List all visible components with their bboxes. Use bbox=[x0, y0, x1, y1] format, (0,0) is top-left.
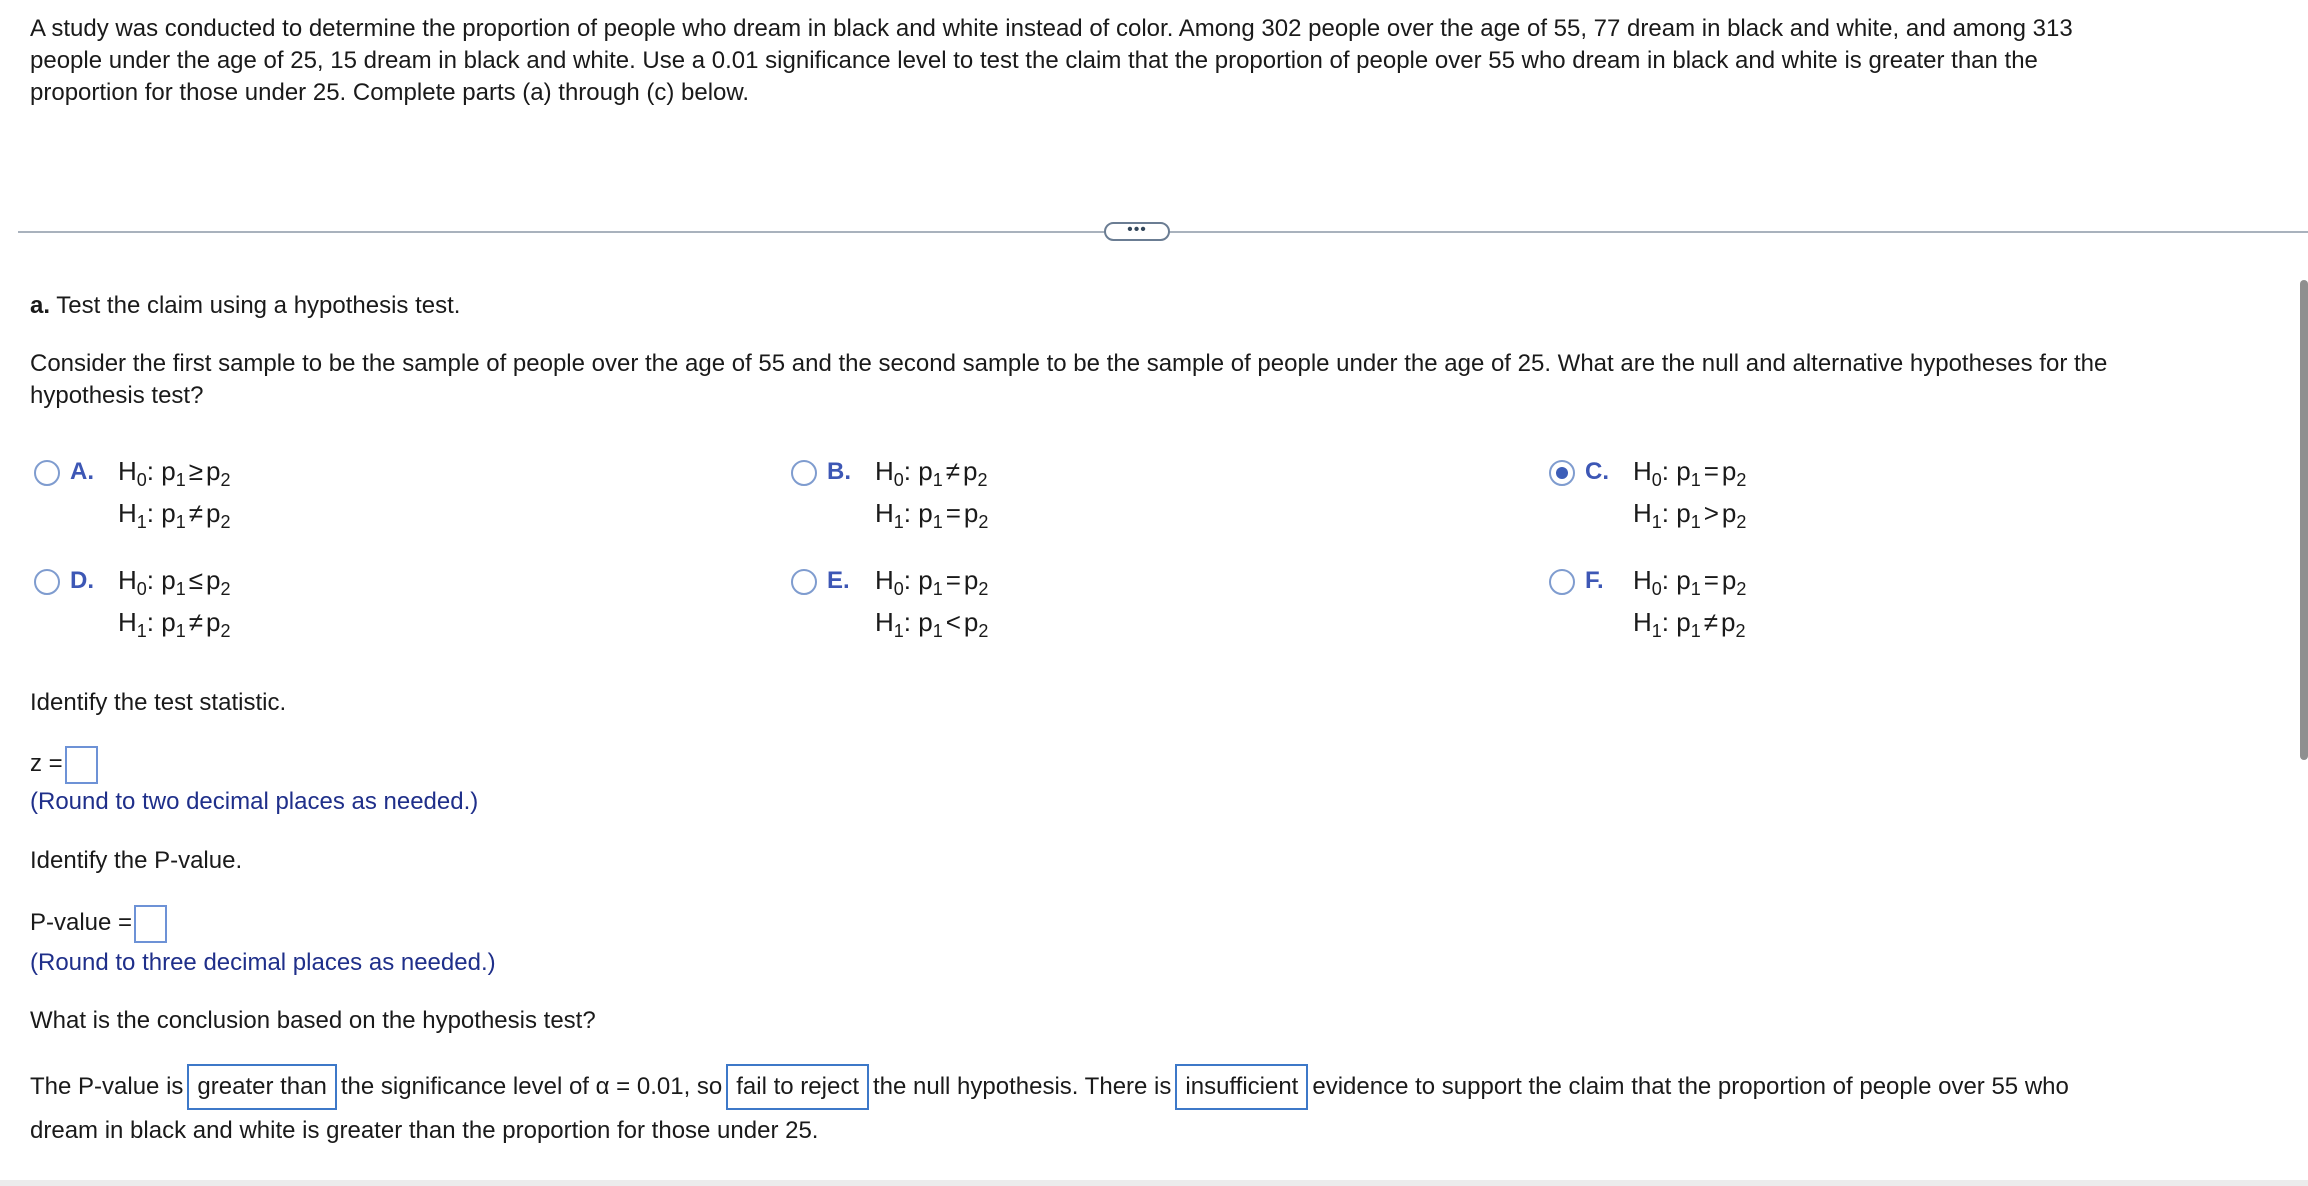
null-hypothesis bbox=[1633, 565, 1747, 599]
alternative-hypothesis bbox=[118, 607, 231, 641]
p2-symbol: p bbox=[1721, 456, 1737, 486]
null-hypothesis bbox=[875, 456, 988, 490]
p2-symbol: p bbox=[206, 456, 221, 486]
h-subscript: 0 bbox=[1651, 470, 1662, 490]
relation-symbol: = bbox=[1703, 565, 1719, 595]
p1-subscript: 1 bbox=[175, 470, 186, 490]
h-subscript: 0 bbox=[136, 470, 147, 490]
conclusion-part-4: evidence to support the claim that the proportion of people over 55 who bbox=[1312, 1073, 2069, 1100]
part-a-title: Test the claim using a hypothesis test. bbox=[50, 292, 461, 319]
option-letter: B. bbox=[827, 458, 851, 485]
p2-subscript: 2 bbox=[1736, 579, 1747, 599]
option-letter: F. bbox=[1585, 567, 1604, 594]
h-symbol: H bbox=[118, 565, 137, 595]
p1-symbol: : p bbox=[1661, 565, 1691, 595]
null-hypothesis bbox=[118, 565, 231, 599]
p1-subscript: 1 bbox=[932, 512, 943, 532]
p1-subscript: 1 bbox=[932, 621, 943, 641]
alternative-hypothesis bbox=[875, 498, 989, 532]
p1-subscript: 1 bbox=[932, 579, 943, 599]
problem-line-2: people under the age of 25, 15 dream in black and white. Use a 0.01 significance level to test the claim that the proportion of people over 55 who dream in black and white is greater than the bbox=[30, 47, 2038, 74]
null-hypothesis bbox=[875, 565, 989, 599]
h-subscript: 1 bbox=[136, 621, 147, 641]
p-value-prompt: Identify the P-value. bbox=[30, 847, 243, 874]
h-subscript: 0 bbox=[136, 579, 147, 599]
alternative-hypothesis bbox=[118, 498, 231, 532]
h-symbol: H bbox=[875, 565, 894, 595]
p2-subscript: 2 bbox=[220, 621, 231, 641]
h-symbol: H bbox=[1633, 498, 1652, 528]
p1-subscript: 1 bbox=[1690, 512, 1701, 532]
p1-symbol: : p bbox=[903, 456, 933, 486]
p1-symbol: : p bbox=[1661, 498, 1691, 528]
relation-symbol: = bbox=[945, 498, 961, 528]
h-subscript: 1 bbox=[136, 512, 147, 532]
p1-subscript: 1 bbox=[1690, 621, 1701, 641]
p1-symbol: : p bbox=[146, 565, 176, 595]
p1-symbol: : p bbox=[146, 498, 176, 528]
p2-symbol: p bbox=[963, 456, 978, 486]
relation-symbol: < bbox=[945, 607, 961, 637]
relation-symbol: = bbox=[1703, 456, 1719, 486]
p1-subscript: 1 bbox=[1690, 579, 1701, 599]
expand-more-button[interactable]: ••• bbox=[1104, 222, 1170, 241]
relation-symbol: ≠ bbox=[945, 456, 961, 486]
comparison-dropdown[interactable]: greater than bbox=[187, 1064, 336, 1110]
z-input[interactable] bbox=[65, 746, 98, 784]
h-subscript: 1 bbox=[893, 621, 904, 641]
z-label: z = bbox=[30, 750, 63, 777]
hypotheses-question bbox=[30, 348, 2280, 412]
conclusion-prompt: What is the conclusion based on the hypothesis test? bbox=[30, 1007, 596, 1034]
p1-subscript: 1 bbox=[932, 470, 943, 490]
scrollbar-thumb[interactable] bbox=[2300, 280, 2308, 760]
p1-symbol: : p bbox=[903, 565, 933, 595]
conclusion-line-2: dream in black and white is greater than the proportion for those under 25. bbox=[30, 1117, 819, 1144]
test-statistic-prompt: Identify the test statistic. bbox=[30, 689, 287, 716]
problem-line-3: proportion for those under 25. Complete parts (a) through (c) below. bbox=[30, 79, 750, 106]
p2-symbol: p bbox=[1721, 565, 1737, 595]
h-symbol: H bbox=[875, 498, 894, 528]
h-symbol: H bbox=[875, 456, 894, 486]
option-letter: A. bbox=[70, 458, 94, 485]
p-value-label: P-value = bbox=[30, 909, 133, 936]
p1-symbol: : p bbox=[903, 498, 933, 528]
problem-line-1: A study was conducted to determine the proportion of people who dream in black and white instead of color. Among 302 people over the age of 55, 77 dream in black and white, and among 313 bbox=[30, 15, 2073, 42]
radio-button[interactable] bbox=[34, 569, 60, 595]
p1-subscript: 1 bbox=[175, 512, 186, 532]
option-letter: D. bbox=[70, 567, 94, 594]
h-subscript: 1 bbox=[893, 512, 904, 532]
relation-symbol: ≤ bbox=[188, 565, 204, 595]
p2-subscript: 2 bbox=[978, 512, 989, 532]
p2-symbol: p bbox=[206, 498, 221, 528]
p-value-input[interactable] bbox=[134, 905, 167, 943]
p2-subscript: 2 bbox=[220, 512, 231, 532]
p2-subscript: 2 bbox=[978, 621, 989, 641]
option-letter: E. bbox=[827, 567, 850, 594]
z-hint: (Round to two decimal places as needed.) bbox=[30, 788, 479, 815]
p2-symbol: p bbox=[963, 607, 979, 637]
question-line-2: hypothesis test? bbox=[30, 382, 204, 409]
h-symbol: H bbox=[118, 498, 137, 528]
p2-subscript: 2 bbox=[1735, 621, 1746, 641]
p2-subscript: 2 bbox=[220, 470, 231, 490]
p1-symbol: : p bbox=[146, 456, 176, 486]
p2-subscript: 2 bbox=[978, 579, 989, 599]
p2-symbol: p bbox=[963, 565, 979, 595]
h-symbol: H bbox=[1633, 565, 1652, 595]
p2-symbol: p bbox=[1721, 498, 1737, 528]
h-subscript: 1 bbox=[1651, 621, 1662, 641]
p1-symbol: : p bbox=[1661, 607, 1691, 637]
p1-symbol: : p bbox=[146, 607, 176, 637]
alternative-hypothesis bbox=[1633, 498, 1747, 532]
radio-button[interactable] bbox=[1549, 569, 1575, 595]
evidence-dropdown[interactable]: insufficient bbox=[1175, 1064, 1308, 1110]
p2-symbol: p bbox=[206, 607, 221, 637]
p2-subscript: 2 bbox=[977, 470, 988, 490]
h-subscript: 1 bbox=[1651, 512, 1662, 532]
relation-symbol: > bbox=[1703, 498, 1719, 528]
p2-symbol: p bbox=[1721, 607, 1736, 637]
footer-strip bbox=[0, 1180, 2308, 1186]
conclusion-part-3: the null hypothesis. There is bbox=[872, 1073, 1172, 1100]
question-line-1: Consider the first sample to be the sample of people over the age of 55 and the second sample to be the sample of people under the age of 25. What are the null and alternative hypotheses for the bbox=[30, 350, 2108, 377]
decision-dropdown[interactable]: fail to reject bbox=[726, 1064, 869, 1110]
radio-button[interactable] bbox=[791, 569, 817, 595]
relation-symbol: ≠ bbox=[1703, 607, 1719, 637]
alternative-hypothesis bbox=[1633, 607, 1746, 641]
relation-symbol: ≠ bbox=[188, 607, 204, 637]
p1-symbol: : p bbox=[1661, 456, 1691, 486]
p1-subscript: 1 bbox=[175, 621, 186, 641]
conclusion-part-1: The P-value is bbox=[30, 1073, 184, 1100]
h-symbol: H bbox=[1633, 607, 1652, 637]
p-value-row bbox=[30, 904, 167, 943]
p1-subscript: 1 bbox=[175, 579, 186, 599]
relation-symbol: ≥ bbox=[188, 456, 204, 486]
h-symbol: H bbox=[1633, 456, 1652, 486]
radio-button[interactable] bbox=[1549, 460, 1575, 486]
p1-subscript: 1 bbox=[1690, 470, 1701, 490]
problem-statement bbox=[30, 13, 2280, 109]
conclusion-text bbox=[30, 1064, 2290, 1110]
p2-symbol: p bbox=[206, 565, 221, 595]
radio-button[interactable] bbox=[791, 460, 817, 486]
part-a-label: a. bbox=[30, 292, 51, 319]
z-row bbox=[30, 745, 98, 784]
h-symbol: H bbox=[118, 456, 137, 486]
p1-symbol: : p bbox=[903, 607, 933, 637]
alternative-hypothesis bbox=[875, 607, 989, 641]
h-subscript: 0 bbox=[893, 579, 904, 599]
radio-button[interactable] bbox=[34, 460, 60, 486]
conclusion-part-2: the significance level of α = 0.01, so bbox=[340, 1073, 723, 1100]
option-letter: C. bbox=[1585, 458, 1609, 485]
p2-subscript: 2 bbox=[1736, 512, 1747, 532]
null-hypothesis bbox=[1633, 456, 1747, 490]
null-hypothesis bbox=[118, 456, 231, 490]
relation-symbol: ≠ bbox=[188, 498, 204, 528]
h-symbol: H bbox=[875, 607, 894, 637]
p2-symbol: p bbox=[963, 498, 979, 528]
relation-symbol: = bbox=[945, 565, 961, 595]
p-value-hint: (Round to three decimal places as needed.) bbox=[30, 949, 496, 976]
h-subscript: 0 bbox=[893, 470, 904, 490]
p2-subscript: 2 bbox=[1736, 470, 1747, 490]
part-a-heading bbox=[30, 290, 460, 322]
h-subscript: 0 bbox=[1651, 579, 1662, 599]
p2-subscript: 2 bbox=[220, 579, 231, 599]
h-symbol: H bbox=[118, 607, 137, 637]
